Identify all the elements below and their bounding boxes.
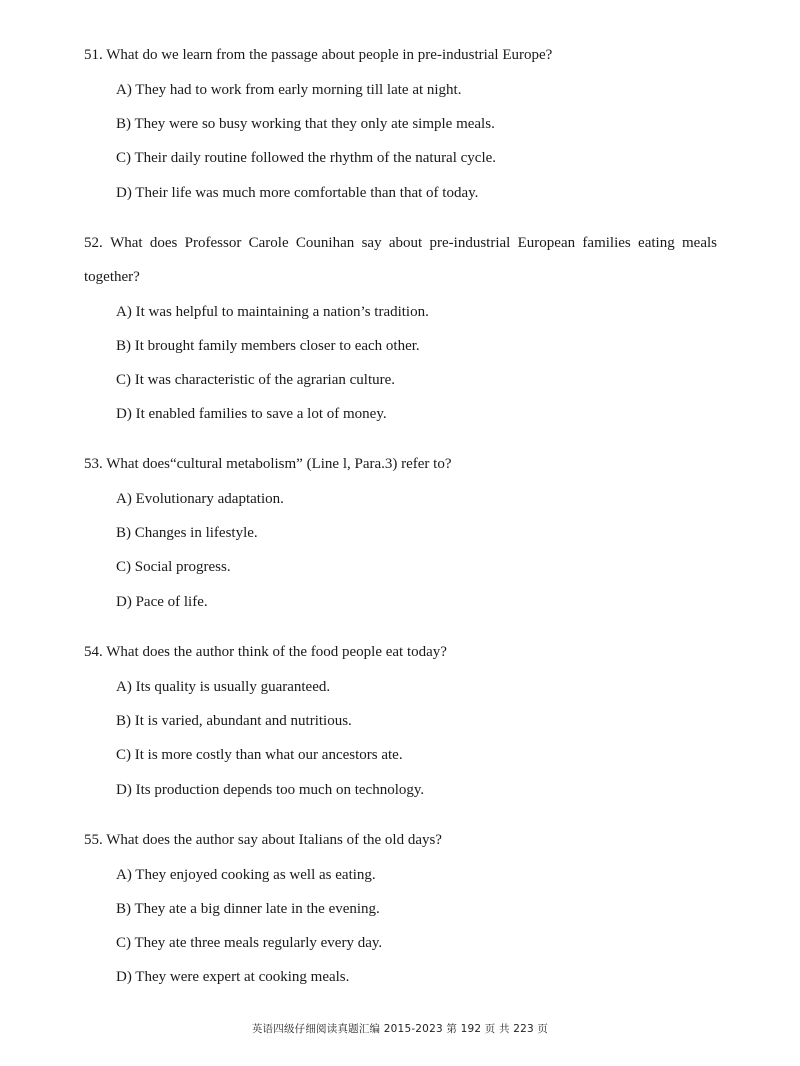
option-a: A) They enjoyed cooking as well as eating. <box>116 867 376 883</box>
question-text: What does Professor Carole Counihan say about pre-industrial European families eating meals together? <box>84 235 717 285</box>
question-stem <box>84 823 717 857</box>
question-text: What does the author say about Italians of the old days? <box>106 832 442 848</box>
question-text: What do we learn from the passage about people in pre-industrial Europe? <box>106 47 553 63</box>
question-number: 55. <box>84 832 103 848</box>
question-text: What does the author think of the food people eat today? <box>106 644 447 660</box>
page-footer: 英语四级仔细阅读真题汇编 2015-2023 第 192 页 共 223 页 <box>251 1023 549 1035</box>
question-number: 54. <box>84 644 103 660</box>
question-stem <box>84 635 717 669</box>
option-a: A) Evolutionary adaptation. <box>116 491 284 507</box>
option-b: B) It brought family members closer to each other. <box>116 338 420 354</box>
question-stem <box>84 38 717 72</box>
option-b: B) Changes in lifestyle. <box>116 525 258 541</box>
question-number: 52. <box>84 235 103 251</box>
option-d: D) They were expert at cooking meals. <box>116 969 350 985</box>
option-c: C) It was characteristic of the agrarian culture. <box>116 372 396 388</box>
option-d: D) Their life was much more comfortable than that of today. <box>116 185 479 201</box>
option-b: B) They ate a big dinner late in the evening. <box>116 901 380 917</box>
question-number: 53. <box>84 456 103 472</box>
question-stem <box>84 447 717 481</box>
option-a: A) It was helpful to maintaining a nation’s tradition. <box>116 304 429 320</box>
question-number: 51. <box>84 47 103 63</box>
question-stem <box>84 226 717 294</box>
option-c: C) Their daily routine followed the rhythm of the natural cycle. <box>116 150 497 166</box>
option-c: C) They ate three meals regularly every day. <box>116 935 383 951</box>
option-b: B) It is varied, abundant and nutritious. <box>116 713 352 729</box>
option-d: D) Its production depends too much on technology. <box>116 782 425 798</box>
option-d: D) It enabled families to save a lot of money. <box>116 406 387 422</box>
option-c: C) It is more costly than what our ancestors ate. <box>116 747 403 763</box>
option-c: C) Social progress. <box>116 559 231 575</box>
option-b: B) They were so busy working that they only ate simple meals. <box>116 116 495 132</box>
question-text: What does“cultural metabolism” (Line l, Para.3) refer to? <box>106 456 452 472</box>
option-a: A) Its quality is usually guaranteed. <box>116 679 331 695</box>
option-a: A) They had to work from early morning till late at night. <box>116 82 462 98</box>
option-d: D) Pace of life. <box>116 594 208 610</box>
